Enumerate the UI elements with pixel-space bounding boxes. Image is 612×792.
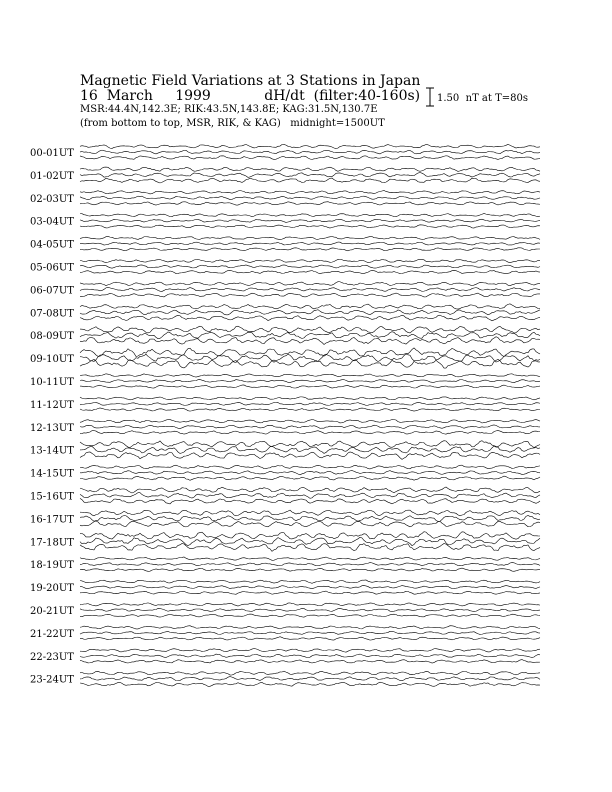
station-trace-msr — [80, 510, 540, 516]
station-trace-kag — [80, 359, 540, 368]
station-trace-kag — [80, 637, 540, 640]
station-trace-rik — [80, 310, 540, 315]
trace-row — [30, 532, 540, 552]
station-trace-rik — [80, 677, 540, 681]
station-trace-kag — [80, 521, 540, 527]
station-trace-rik — [80, 631, 540, 634]
row-label: 18-19UT — [30, 560, 74, 572]
trace-row — [30, 580, 540, 594]
station-trace-msr — [80, 304, 540, 309]
station-trace-msr — [80, 190, 540, 194]
row-label: 15-16UT — [30, 491, 74, 503]
trace-row — [30, 326, 540, 344]
trace-rows — [30, 144, 540, 686]
trace-row — [30, 441, 540, 460]
row-label: 12-13UT — [30, 422, 74, 434]
station-trace-kag — [80, 248, 540, 251]
station-trace-kag — [80, 315, 540, 321]
chart-title: Magnetic Field Variations at 3 Stations in Japan — [80, 73, 421, 89]
trace-row — [30, 465, 540, 480]
station-trace-kag — [80, 408, 540, 411]
row-label: 22-23UT — [30, 651, 74, 663]
station-trace-msr — [80, 603, 540, 606]
station-trace-msr — [80, 259, 540, 262]
trace-row — [30, 397, 540, 411]
station-trace-rik — [80, 265, 540, 268]
trace-row — [30, 374, 540, 388]
trace-row — [30, 510, 540, 527]
station-trace-rik — [80, 196, 540, 200]
station-trace-rik — [80, 150, 540, 154]
row-label: 09-10UT — [30, 354, 74, 366]
station-trace-kag — [80, 156, 540, 160]
row-label: 07-08UT — [30, 308, 74, 320]
station-trace-msr — [80, 649, 540, 653]
station-trace-rik — [80, 242, 540, 245]
station-trace-kag — [80, 591, 540, 594]
station-trace-rik — [80, 219, 540, 222]
station-coordinates: MSR:44.4N,142.3E; RIK:43.5N,143.8E; KAG:31.5N,130.7E — [80, 104, 378, 115]
row-label: 14-15UT — [30, 468, 74, 480]
station-trace-kag — [80, 385, 540, 388]
station-trace-rik — [80, 380, 540, 383]
row-label: 02-03UT — [30, 193, 74, 205]
station-trace-msr — [80, 557, 540, 560]
station-trace-rik — [80, 425, 540, 429]
station-trace-kag — [80, 178, 540, 183]
row-label: 10-11UT — [30, 377, 74, 388]
trace-row — [30, 649, 540, 663]
row-label: 23-24UT — [30, 674, 74, 686]
station-trace-msr — [80, 144, 540, 148]
station-trace-rik — [80, 608, 540, 611]
station-trace-kag — [80, 568, 540, 571]
station-trace-msr — [80, 626, 540, 629]
station-trace-kag — [80, 476, 540, 480]
row-label: 21-22UT — [30, 628, 74, 640]
station-trace-kag — [80, 202, 540, 205]
station-trace-kag — [80, 293, 540, 297]
station-trace-msr — [80, 419, 540, 423]
station-trace-kag — [80, 614, 540, 617]
station-trace-msr — [80, 282, 540, 286]
station-trace-kag — [80, 682, 540, 686]
trace-row — [30, 671, 540, 686]
station-trace-rik — [80, 563, 540, 566]
row-label: 04-05UT — [30, 239, 74, 251]
row-label: 01-02UT — [30, 170, 74, 182]
station-trace-msr — [80, 465, 540, 469]
station-trace-rik — [80, 173, 540, 178]
trace-row — [30, 213, 540, 228]
trace-row — [30, 282, 540, 297]
station-trace-rik — [80, 654, 540, 657]
station-trace-rik — [80, 516, 540, 522]
trace-order-note: (from bottom to top, MSR, RIK, & KAG) midnight=1500UT — [80, 118, 385, 129]
row-label: 05-06UT — [30, 262, 74, 274]
station-trace-rik — [80, 287, 540, 291]
row-label: 17-18UT — [30, 537, 74, 549]
chart-date: 16 March 1999 — [80, 88, 211, 104]
quantity-label: dH/dt (filter:40-160s) — [264, 88, 421, 104]
row-label: 11-12UT — [30, 399, 74, 411]
station-trace-rik — [80, 402, 540, 405]
row-label: 00-01UT — [30, 148, 74, 159]
station-trace-msr — [80, 326, 540, 333]
row-label: 20-21UT — [30, 606, 74, 617]
row-label: 13-14UT — [30, 445, 74, 457]
trace-row — [30, 144, 540, 159]
station-trace-rik — [80, 471, 540, 475]
trace-row — [30, 236, 540, 250]
station-trace-msr — [80, 236, 540, 239]
station-trace-msr — [80, 213, 540, 216]
scale-bar-label: 1.50 nT at T=80s — [437, 93, 528, 104]
station-trace-kag — [80, 452, 540, 459]
station-trace-kag — [80, 498, 540, 504]
row-label: 08-09UT — [30, 331, 74, 343]
station-trace-msr — [80, 671, 540, 675]
row-label: 16-17UT — [30, 514, 74, 526]
station-trace-rik — [80, 586, 540, 589]
station-trace-kag — [80, 431, 540, 435]
station-trace-rik — [80, 493, 540, 499]
station-trace-rik — [80, 354, 540, 362]
station-trace-msr — [80, 348, 540, 357]
trace-row — [30, 167, 540, 183]
station-trace-msr — [80, 374, 540, 377]
row-label: 06-07UT — [30, 285, 74, 297]
station-trace-msr — [80, 167, 540, 171]
station-trace-rik — [80, 446, 540, 453]
station-trace-msr — [80, 397, 540, 400]
trace-row — [30, 304, 540, 321]
station-trace-kag — [80, 225, 540, 228]
station-trace-kag — [80, 270, 540, 273]
trace-row — [30, 259, 540, 273]
station-trace-msr — [80, 580, 540, 583]
row-label: 03-04UT — [30, 216, 74, 228]
trace-row — [30, 348, 540, 368]
station-trace-kag — [80, 543, 540, 551]
station-trace-msr — [80, 487, 540, 493]
trace-row — [30, 419, 540, 434]
row-label: 19-20UT — [30, 583, 74, 595]
trace-row — [30, 487, 540, 504]
station-trace-kag — [80, 660, 540, 663]
trace-row — [30, 603, 540, 617]
station-trace-kag — [80, 337, 540, 345]
station-trace-msr — [80, 441, 540, 448]
scale-bar — [426, 88, 434, 106]
trace-row — [30, 626, 540, 640]
trace-row — [30, 557, 540, 571]
trace-row — [30, 190, 540, 205]
station-trace-msr — [80, 532, 540, 539]
